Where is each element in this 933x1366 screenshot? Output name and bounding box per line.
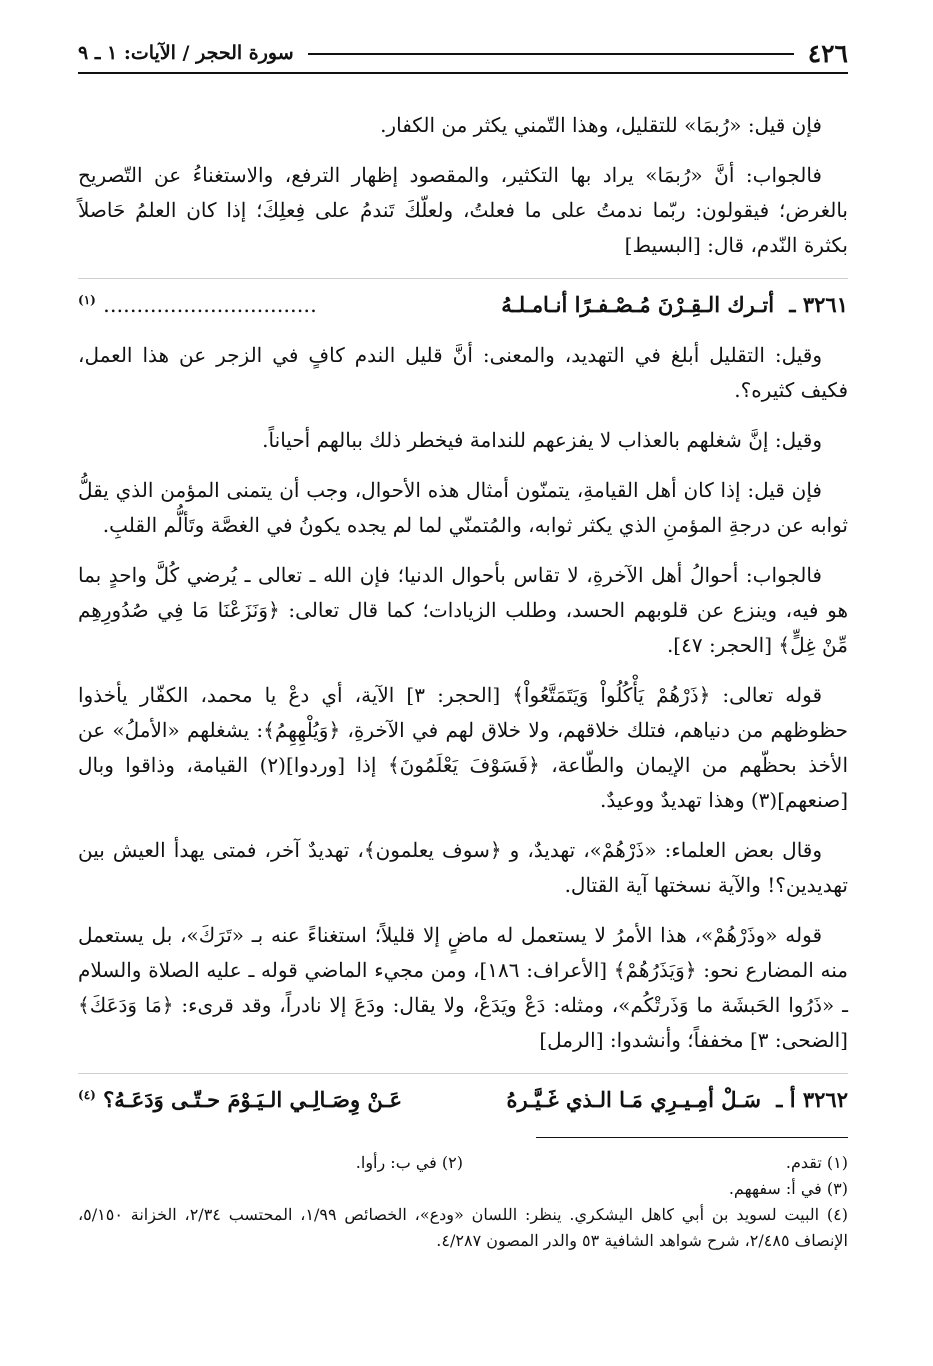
paragraph: قوله تعالى: ﴿ذَرْهُمْ يَأْكُلُواْ وَيَتَمَتَّعُواْ﴾ [الحجر: ٣] الآية، أي دعْ يا محمد، الكفّار يأخذوا حظوظهم من دنياهم، فتلك خلاقهم، ولا خلاق لهم في الآخرةِ، ﴿وَيُلْهِهِمُ﴾: يشغلهم «الأملُ» عن الأخذ بحظّهم من الإيمان والطّاعة، ﴿فَسَوْفَ يَعْلَمُونَ﴾ إذا [وردوا](٢) القيامة، وذاقوا وبال [صنعهم](٣) وهذا تهديدٌ ووعيدٌ.: [78, 683, 848, 812]
paragraph: وقال بعض العلماء: «ذَرْهُمْ»، تهديدٌ، و ﴿سوف يعلمون﴾، تهديدٌ آخر، فمتى يهدأ العيش بين تهديدين؟! والآية نسختها آية القتال.: [78, 838, 848, 897]
footnote: (١) تقدم.: [785, 1153, 848, 1172]
footnote-separator: [536, 1137, 848, 1138]
verse-line: [78, 1073, 848, 1117]
footnote: (٣) في أ: سفههم.: [728, 1179, 848, 1198]
footnotes: [78, 1150, 848, 1254]
footnote-ref: (٤): [78, 1088, 96, 1102]
paragraph: فالجواب: أنَّ «رُبمَا» يراد بها التكثير، والمقصود إظهار الترفع، والاستغناءُ عن التّصريح بالغرض؛ فيقولون: ربّما ندمتُ على ما فعلتُ، ولعلّكَ تَندمُ على فِعلِكَ؛ إذا كان العلمُ حَاصلاً بكثرة النّدم، قال: [البسيط]: [78, 163, 848, 257]
paragraph: قوله «وذَرْهُمْ»، هذا الأمرُ لا يستعمل له ماضٍ إلا قليلاً؛ استغناءً عنه بـ «تَرَكَ»، بل يستعمل منه المضارع نحو: ﴿وَيَذَرُهُمْ﴾ [الأعراف: ١٨٦]، ومن مجيء الماضي قوله ـ عليه الصلاة والسلام ـ «ذَرُوا الحَبشَة ما وَذَرتْكُم»، ومثله: دَعْ ويَدَعْ، ولا يقال: ودَعَ إلا نادراً، وقد قرىء: ﴿مَا وَدَعَكَ﴾ [الضحى: ٣] مخففاً؛ وأنشدوا: [الرمل]: [78, 923, 848, 1052]
verse-line: [78, 278, 848, 322]
footnote: (٤) البيت لسويد بن أبي كاهل اليشكري. ينظر: اللسان «ودع»، الخصائص ١/٩٩، المحتسب ٢/٣٤، الخزانة ٥/١٥٠، الإنصاف ٢/٤٨٥، شرح شواهد الشافية ٥٣ والدر المصون ٤/٢٨٧.: [78, 1205, 849, 1250]
page-body: [78, 108, 848, 1254]
header-rule: [308, 53, 794, 55]
footnote-ref: (١): [78, 293, 96, 307]
paragraph: فإن قيل: «رُبمَا» للتقليل، وهذا التّمني يكثر من الكفار.: [380, 113, 822, 137]
page-header: [78, 36, 848, 74]
page: [78, 36, 848, 1254]
page-number: ٤٢٦: [807, 38, 848, 68]
running-title: سورة الحجر / الآيات: ١ ـ ٩: [78, 42, 294, 64]
verse-first-hemistich: سَـلْ أمِـيـرِي مَـا الـذي غَـيَّـرهُ: [506, 1087, 761, 1112]
verse-number: ٣٢٦١ ـ: [789, 292, 848, 317]
verse-elision-dots: ................................: [103, 293, 317, 317]
paragraph: فإن قيل: إذا كان أهل القيامةِ، يتمنّون أمثال هذه الأحوال، وجب أن يتمنى المؤمن الذي يقلُّ ثوابه عن درجةِ المؤمنِ الذي يكثر ثوابه، والمُتمنّي لما لم يجده يكونُ في الغصَّة وتَألُّم القلبِ.: [78, 478, 848, 537]
paragraph: وقيل: إنَّ شغلهم بالعذاب لا يفزعهم للندامة فيخطر ذلك ببالهم أحياناً.: [262, 428, 822, 452]
verse-first-hemistich: أتـرك الـقِـرْنَ مُـصْـفـرًا أنـامـلـهُ: [501, 292, 775, 317]
verse-second-hemistich: عَـنْ وِصَـالِـي الـيَـوْمَ حـتّـى وَدَعَـهُ؟: [103, 1087, 403, 1112]
paragraph: فالجواب: أحوالُ أهل الآخرةِ، لا تقاس بأحوال الدنيا؛ فإن الله ـ تعالى ـ يُرضي كُلَّ واحدٍ بما هو فيه، وينزع عن قلوبهم الحسد، وطلب الزيادات؛ كما قال تعالى: ﴿وَنَزَعْنَا مَا فِي صُدُورِهِم مِّنْ غِلٍّ﴾ [الحجر: ٤٧].: [78, 563, 848, 657]
verse-number: ٣٢٦٢ أ ـ: [776, 1087, 848, 1112]
paragraph: وقيل: التقليل أبلغ في التهديد، والمعنى: أنَّ قليل الندم كافٍ في الزجر عن هذا العمل، فكيف كثيره؟.: [78, 343, 848, 402]
footnote: (٢) في ب: رأوا.: [355, 1153, 463, 1172]
